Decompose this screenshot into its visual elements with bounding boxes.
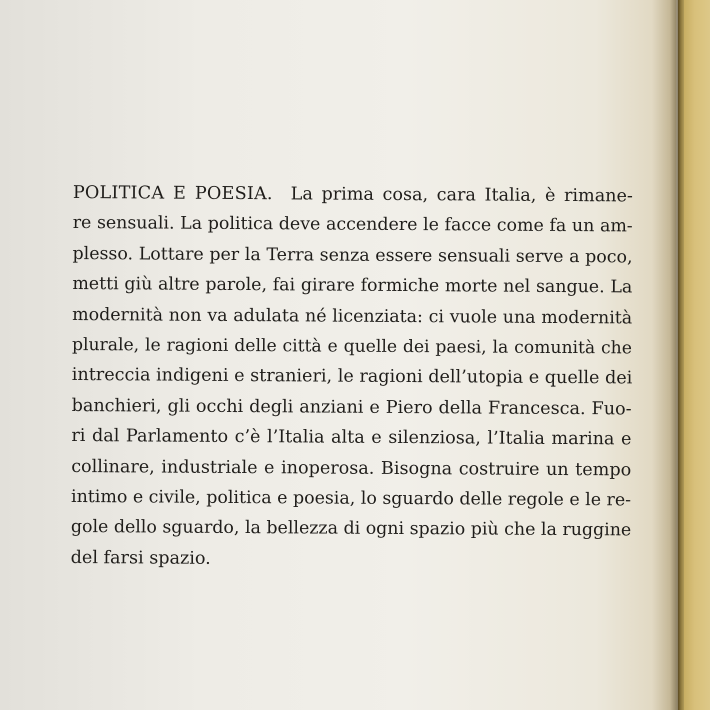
text-line: modernità non va adulata né licenziata: ci vuole una modernità (72, 304, 633, 328)
text-line: intreccia indigeni e stranieri, le ragioni dell’utopia e quelle dei (71, 365, 633, 389)
text-line: del farsi spazio. (70, 547, 211, 569)
text-line: re sensuali. La politica deve accendere le facce come fa un am- (72, 213, 633, 237)
text-line: gole dello sguardo, la bellezza di ogni spazio più che la ruggine (70, 517, 632, 541)
text-line: banchieri, gli occhi degli anziani e Piero della Francesca. Fuo- (71, 395, 632, 420)
section-heading: POLITICA E POESIA. (72, 182, 273, 205)
next-page-edge (684, 0, 710, 710)
text-line: collinare, industriale e inoperosa. Bisogna costruire un tempo (71, 456, 632, 480)
text-line: intimo e civile, politica e poesia, lo sguardo delle regole e le re- (70, 486, 632, 511)
text-line: ri dal Parlamento c’è l’Italia alta e silenziosa, l’Italia marina e (71, 426, 632, 450)
text-line: plesso. Lottare per la Terra senza essere sensuali serve a poco, (72, 243, 633, 268)
paragraph (71, 178, 633, 576)
text-line: metti giù altre parole, fai girare formiche morte nel sangue. La (72, 274, 633, 298)
text-line: plurale, le ragioni delle città e quelle dei paesi, la comunità che (71, 334, 633, 359)
text-line: POLITICA E POESIA. La prima cosa, cara Italia, è rimane- (72, 182, 633, 207)
